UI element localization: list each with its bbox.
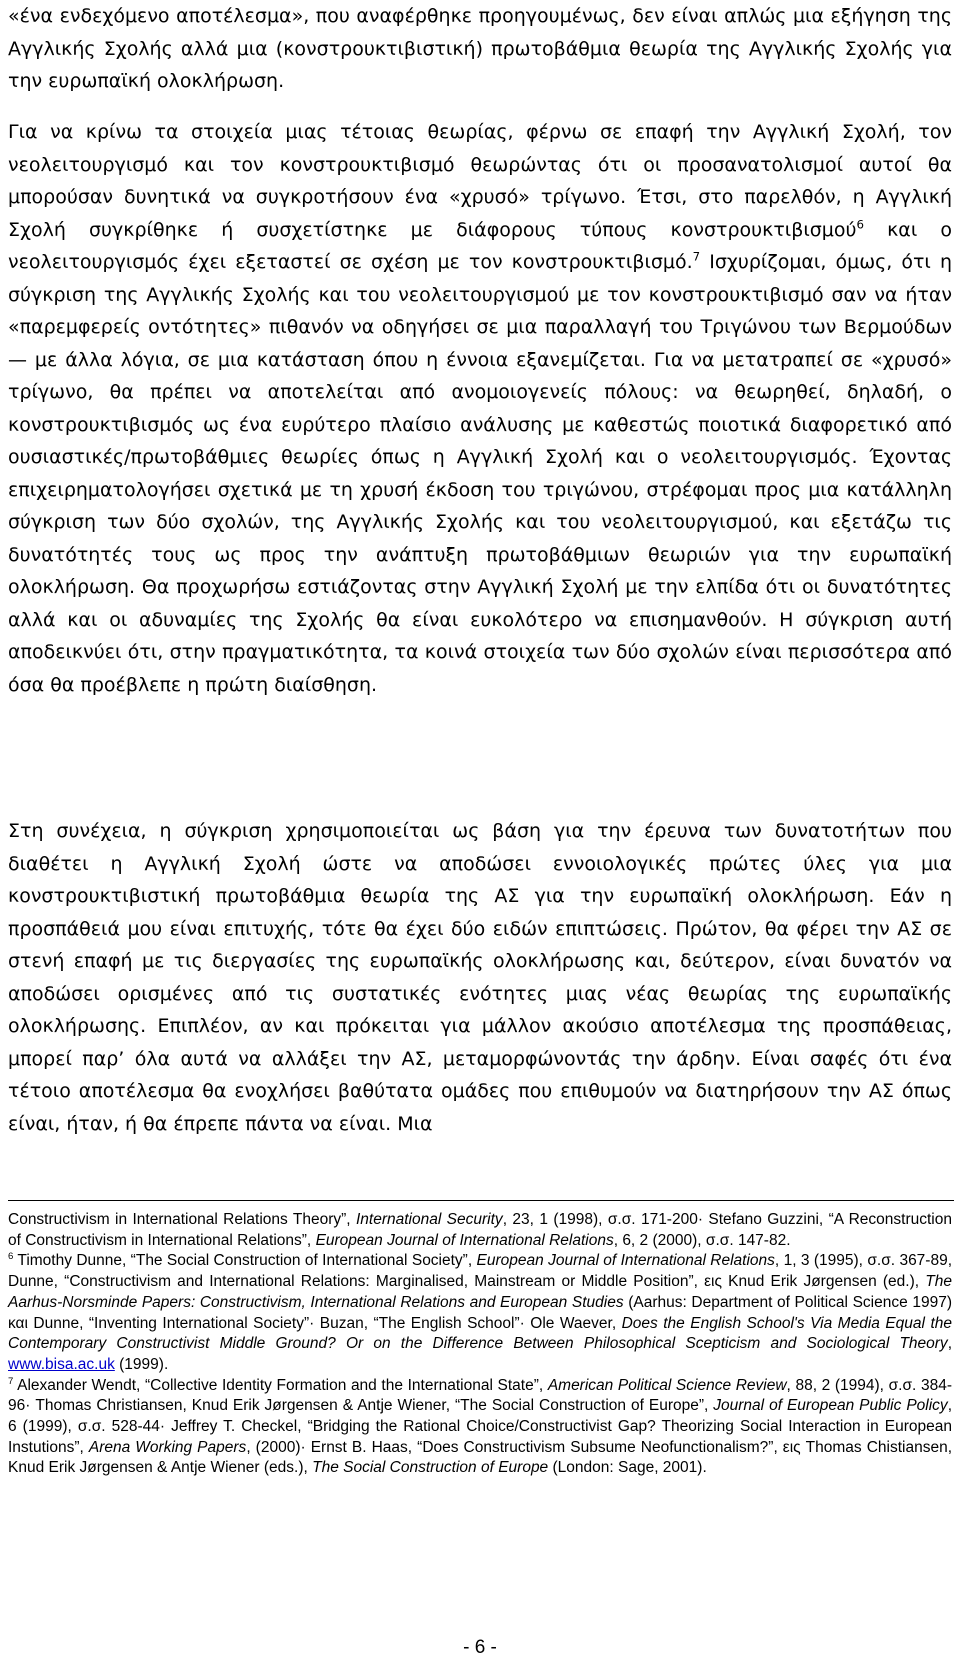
footnote-text: , 6 (1999), σ.σ. 528-44· Jeffrey T. Checkel, “Bridging the Rational Choice/Constructivist Gap? Theorizing Social Interaction in European Instutions”, bbox=[8, 1397, 952, 1456]
footnote-text: Timothy Dunne, “The Social Construction of International Society”, bbox=[13, 1252, 477, 1270]
footnote-text: , (2000)· Ernst B. Haas, “Does Constructivism Subsume Neofunctionalism?”, εις Thomas Chistiansen, Knud Erik Jørgensen & Antje Wiener (eds.), bbox=[8, 1438, 953, 1477]
footnote-text: , 6, 2 (2000), σ.σ. 147-82. bbox=[613, 1231, 791, 1249]
journal-title: International Security bbox=[355, 1211, 503, 1228]
paper-title: Does the English School's Via Media Equal the Contemporary Constructivist Middle Ground? Or on the Difference Between Philosophical Scepticism and Sociological Theory bbox=[8, 1314, 952, 1353]
footnote-ref-7[interactable]: 7 bbox=[692, 249, 701, 264]
paragraph-text: Στη συνέχεια, η σύγκριση χρησιμοποιείται ως βάση για την έρευνα των δυνατοτήτων που διαθέτει η Αγγλική Σχολή ώστε να αποδώσει εννοιολογικές πρώτες ύλες για μια κονστρουκτιβιστική πρωτοβάθμια θεωρία της ΑΣ για την ευρωπαϊκή ολοκλήρωση. Εάν η προσπάθειά μου είναι επιτυχής, τότε θα έχει δύο ειδών επιπτώσεις. Πρώτον, θα φέρει την ΑΣ σε στενή επαφή με τις διεργασίες της ευρωπαϊκής ολοκλήρωσης και, δεύτερον, είναι δυνατόν να αποδώσει ορισμένες από τις συστατικές ενότητες μιας νέας θεωρίας της ευρωπαϊκής ολοκλήρωσης. Επιπλέον, αν και πρόκειται για μάλλον ακούσιο αποτέλεσμα της προσπάθειας, μπορεί παρ’ όλα αυτά να αλλάξει την ΑΣ, μεταμορφώνοντάς την άρδην. Είναι σαφές ότι ένα τέτοιο αποτέλεσμα θα ενοχλήσει βαθύτατα ομάδες που επιθυμούν να διατηρήσουν την ΑΣ όπως είναι, ήταν, ή θα έπρεπε πάντα να είναι. Μια bbox=[8, 820, 952, 1135]
journal-title: European Journal of International Relations bbox=[315, 1231, 614, 1249]
footnote-ref-6[interactable]: 6 bbox=[856, 217, 864, 232]
footnote-separator bbox=[8, 1200, 954, 1201]
book-title: The Aarhus-Norsminde Papers: Constructivism, International Relations and European Studies bbox=[8, 1273, 952, 1311]
footnote-6 bbox=[8, 1251, 952, 1375]
footnote-number: 7 bbox=[8, 1375, 14, 1387]
paragraph-text: και ο νεολειτουργισμός έχει εξεταστεί σε σχέση με τον κονστρουκτιβισμό. bbox=[8, 218, 952, 273]
journal-title: Journal of European Public Policy bbox=[713, 1397, 948, 1415]
footnote-text: , bbox=[947, 1335, 952, 1353]
footnote-text: , 88, 2 (1994), σ.σ. 384-96· Thomas Christiansen, Knud Erik Jørgensen & Antje Wiener, “The Social Construction of Europe”, bbox=[8, 1376, 952, 1415]
body-paragraph-1 bbox=[8, 0, 952, 98]
journal-title: American Political Science Review bbox=[547, 1376, 787, 1394]
book-title: The Social Construction of Europe bbox=[312, 1459, 549, 1477]
body-paragraph-3 bbox=[8, 815, 952, 1140]
footnotes-section bbox=[8, 1210, 952, 1479]
footnote-text: Alexander Wendt, “Collective Identity Formation and the International State”, bbox=[13, 1376, 548, 1394]
paragraph-text: Για να κρίνω τα στοιχεία μιας τέτοιας θεωρίας, φέρνω σε επαφή την Αγγλική Σχολή, τον νεολειτουργισμό και τον κονστρουκτιβισμό θεωρώντας ότι οι προσανατολισμοί αυτοί θα μπορούσαν δυνητικά να συγκροτήσουν ένα «χρυσό» τρίγωνο. Έτσι, στο παρελθόν, η Αγγλική Σχολή συγκρίθηκε ή συσχετίστηκε με διάφορους τύπους κονστρουκτιβισμού bbox=[8, 121, 952, 241]
page-number: - 6 - bbox=[463, 1637, 497, 1658]
paragraph-text: «ένα ενδεχόμενο αποτέλεσμα», που αναφέρθηκε προηγουμένως, δεν είναι απλώς μια εξήγηση της Αγγλικής Σχολής αλλά μια (κονστρουκτιβιστική) πρωτοβάθμια θεωρία της Αγγλικής Σχολής για την ευρωπαϊκή ολοκλήρωση. bbox=[8, 5, 952, 92]
body-paragraph-2 bbox=[8, 116, 952, 701]
footnote-text: , 23, 1 (1998), σ.σ. 171-200· Stefano Guzzini, “A Reconstruction of Constructivism in International Relations”, bbox=[8, 1211, 952, 1249]
footnote-text: , 1, 3 (1995), σ.σ. 367-89, Dunne, “Constructivism and International Relations: Marginalised, Mainstream or Middle Position”, εις Knud Erik Jørgensen (ed.), bbox=[8, 1252, 953, 1291]
journal-title: European Journal of International Relations bbox=[476, 1252, 775, 1270]
footnote-number: 6 bbox=[8, 1251, 14, 1263]
journal-title: Arena Working Papers bbox=[88, 1438, 247, 1456]
footnote-text: (Aarhus: Department of Political Science 1997) και Dunne, “Inventing International Society”· Buzan, “The English School”· Ole Waever, bbox=[8, 1293, 952, 1332]
footnote-text: (London: Sage, 2001). bbox=[548, 1459, 707, 1477]
footnote-text: Constructivism in International Relations Theory”, bbox=[8, 1211, 356, 1228]
footnote-7 bbox=[8, 1376, 952, 1480]
bisa-link[interactable]: www.bisa.ac.uk bbox=[8, 1355, 115, 1373]
footnote-continued bbox=[8, 1210, 952, 1251]
footnote-text: (1999). bbox=[114, 1355, 169, 1373]
paragraph-text: Ισχυρίζομαι, όμως, ότι η σύγκριση της Αγγλικής Σχολής και του νεολειτουργισμού με τον κονστρουκτιβισμό σαν να ήταν «παρεμφερείς οντότητες» πιθανόν να οδηγήσει σε μια παραλλαγή του Τριγώνου των Βερμούδων — με άλλα λόγια, σε μια κατάσταση όπου η έννοια εξανεμίζεται. Για να μετατραπεί σε «χρυσό» τρίγωνο, θα πρέπει να αποτελείται από ανομοιογενείς πόλους: να θεωρηθεί, δηλαδή, ο κονστρουκτιβισμός ως ένα ευρύτερο πλαίσιο ανάλυσης με καθεστώς ποιοτικά διαφορετικό από ουσιαστικές/πρωτοβάθμιες θεωρίες όπως η Αγγλική Σχολή και ο νεολειτουργισμός. Έχοντας επιχειρηματολογήσει σχετικά με τη χρυσή έκδοση του τριγώνου, στρέφομαι προς μια κατάλληλη σύγκριση των δύο σχολών, της Αγγλικής Σχολής και του νεολειτουργισμού, και εξετάζω τις δυνατότητές τους ως προς την ανάπτυξη πρωτοβάθμιων θεωριών για την ευρωπαϊκή ολοκλήρωση. Θα προχωρήσω εστιάζοντας στην Αγγλική Σχολή με την ελπίδα ότι οι δυνατότητες αλλά και οι αδυναμίες της Σχολής θα είναι ευκολότερο να επισημανθούν. Η σύγκριση αυτή αποδεικνύει ότι, στην πραγματικότητα, τα κοινά στοιχεία των δύο σχολών είναι περισσότερα από όσα θα προέβλεπε η πρώτη διαίσθηση. bbox=[8, 251, 952, 696]
